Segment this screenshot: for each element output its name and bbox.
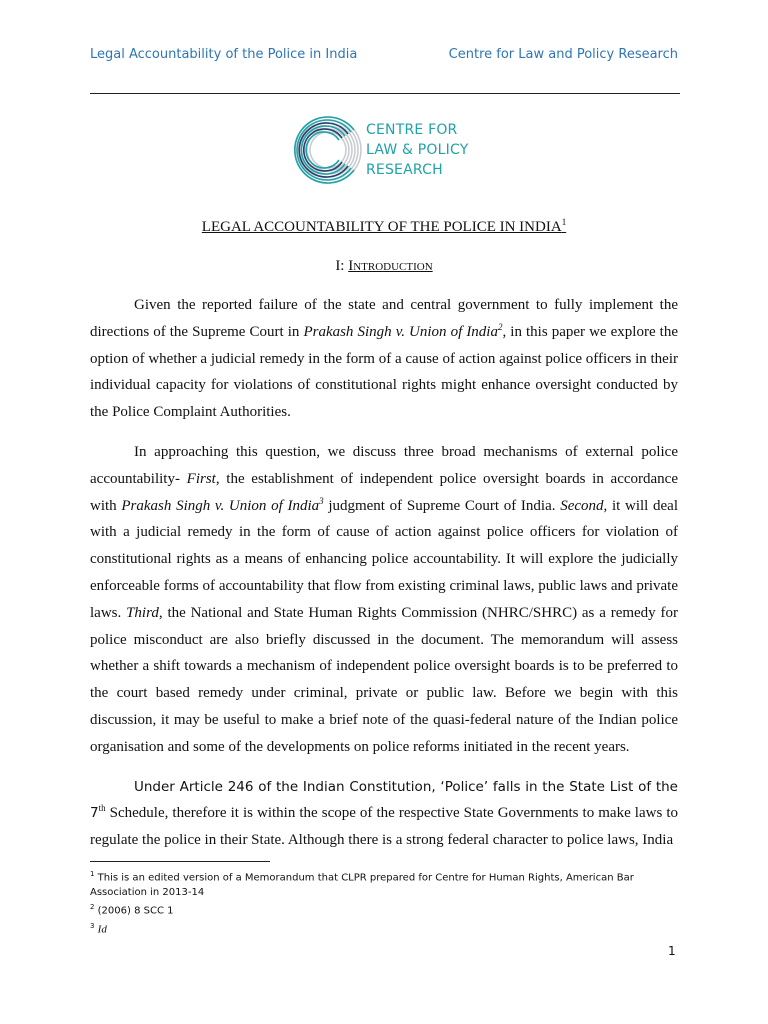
paragraph-1: Given the reported failure of the state and central government to fully implement the directions of the Supreme Court in Prakash Singh v. Union of India$^2$, in this paper we explore the option of whether a judicial remedy in the form of a cause of action against police officers in their individual capacity for violations of constitutional rights might enhance oversight conducted by the Police Complaint Authorities. (90, 297, 678, 421)
footnote-1: $^1$ This is an edited version of a Memorandum that CLPR prepared for Centre for Human Rights, American Bar Association in 2013-14 (90, 870, 634, 899)
clpr-logo (292, 114, 492, 192)
logo-line: LAW & POLICY (366, 142, 469, 158)
header-document-title: Legal Accountability of the Police in India (90, 47, 358, 62)
page-number: 1 (668, 944, 676, 958)
running-header (90, 47, 680, 67)
logo-line: CENTRE FOR (366, 122, 458, 138)
footnote-ref: 2 (497, 321, 503, 332)
footnotes (90, 867, 680, 937)
logo-line: RESEARCH (366, 162, 443, 178)
footnote-separator (90, 861, 270, 862)
header-organization: Centre for Law and Policy Research (448, 47, 678, 62)
section-heading: I: Introduction (335, 258, 433, 274)
footnote-ref: 3 (319, 495, 324, 506)
header-divider (90, 93, 680, 94)
paragraph-2: In approaching this question, we discuss three broad mechanisms of external police accountability- First, the establishment of independent police oversight boards in accordance with Prakash Singh v. Union of India$^3$ judgment of Supreme Court of India. Second, it will deal with a judicial remedy in the form of cause of action against police officers for violation of constitutional rights as a means of enhancing police accountability. It will explore the judicially enforceable forms of accountability that flow from existing criminal laws, public laws and private laws. Third, the National and State Human Rights Commission (NHRC/SHRC) as a remedy for police misconduct are also briefly discussed in the document. The memorandum will assess whether a shift towards a mechanism of independent police oversight boards is to be preferred to the court based remedy under criminal, private or public law. Before we begin with this discussion, it may be useful to make a brief note of the quasi-federal nature of the Indian police organisation and some of the developments on police reforms initiated in the recent years. (90, 443, 678, 755)
footnote-ref: 1 (561, 217, 567, 227)
footnote-2: $^2$ (2006) 8 SCC 1 (90, 903, 174, 917)
document-title: LEGAL ACCOUNTABILITY OF THE POLICE IN INDIA$^1$ (201, 217, 567, 235)
logo-wordmark (366, 120, 468, 180)
footnote-3: $^3$ Id (90, 921, 107, 935)
paragraph-3: Under Article 246 of the Indian Constitution, ‘Police’ falls in the State List of the 7th Schedule, therefore it is within the scope of the respective State Governments to make laws to regulate the police in their State. Although there is a strong federal character to police laws, India (90, 778, 678, 849)
clpr-ring-icon (292, 114, 364, 186)
body-text (90, 292, 678, 867)
